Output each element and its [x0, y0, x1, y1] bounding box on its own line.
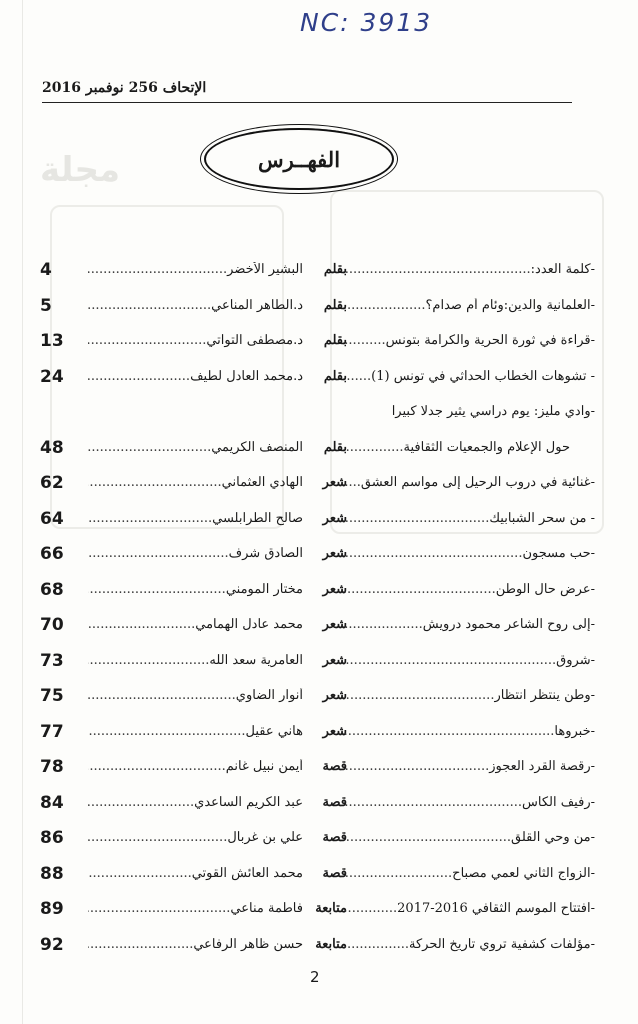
handwritten-code: NC: 3913: [300, 8, 433, 37]
entry-kind: بقلم: [323, 439, 347, 455]
entry-title: -شروق .....: [345, 653, 595, 668]
author: صالح الطرابلسي .....: [88, 511, 303, 526]
entry-title: - تشوهات الخطاب الحداثي في تونس (1) .....: [345, 369, 595, 384]
entry-title: -العلمانية والدين:وئام أم صدام؟ .....: [345, 298, 595, 313]
page-ref: 77: [40, 721, 64, 742]
toc-row: [40, 578, 595, 614]
page-ref: 64: [40, 508, 64, 529]
author: مختار المومني .....: [88, 582, 303, 597]
toc-row: [40, 542, 595, 578]
page-ref: 75: [40, 686, 64, 706]
author: د.الطاهر المناعي .....: [88, 298, 303, 313]
toc-row: [40, 720, 595, 756]
page-ref: 86: [40, 828, 64, 848]
page-number: 2: [310, 968, 320, 986]
entry-kind: شعر: [322, 688, 347, 703]
entry-title: -مؤلفات كشفية تروي تاريخ الحركة .....: [345, 937, 595, 952]
author: هاني عقيل .....: [88, 724, 303, 739]
entry-kind: شعر: [322, 581, 347, 597]
toc-row: [40, 258, 595, 294]
entry-kind: بقلم: [323, 333, 347, 348]
toc-row: [40, 791, 595, 827]
page-ref: 13: [40, 331, 64, 351]
toc-title: الفهــرس: [257, 146, 341, 172]
toc-row: [40, 933, 595, 969]
page-ref: 62: [40, 473, 64, 493]
entry-title: -خبروها .....: [345, 724, 595, 739]
toc-row: [40, 826, 595, 862]
toc-row: [40, 436, 595, 472]
page-ref: 5: [40, 295, 52, 316]
entry-title: -كلمة العدد: .....: [345, 262, 595, 277]
toc-row: [40, 897, 595, 933]
page-ref: 89: [40, 899, 64, 919]
toc-row: [40, 294, 595, 330]
entry-kind: شعر: [322, 475, 347, 490]
page-ref: 66: [40, 544, 64, 564]
author: عبد الكريم الساعدي .....: [88, 795, 303, 810]
entry-kind: متابعة: [315, 936, 347, 952]
entry-kind: متابعة: [315, 901, 347, 916]
toc-title-oval: [204, 128, 394, 190]
entry-title: -من وحي القلق .....: [345, 830, 595, 845]
entry-title: -حب مسجون .....: [345, 546, 595, 561]
page-ref: 68: [40, 579, 64, 600]
entry-title: -وادي مليز: يوم دراسي يثير جدلا كبيرا: [391, 404, 595, 419]
entry-kind: شعر: [322, 510, 347, 526]
toc-row: [40, 507, 595, 543]
author: فاطمة مناعي .....: [88, 901, 303, 916]
author: البشير الأخضر .....: [88, 262, 303, 277]
author: الصادق شرف .....: [88, 546, 303, 561]
entry-title: -رقصة القرد العجوز .....: [345, 759, 595, 774]
entry-kind: قصة: [322, 830, 347, 845]
toc-row: [40, 649, 595, 685]
entry-title: -غنائية في دروب الرحيل إلى مواسم العشق .....: [345, 475, 595, 490]
toc-row: [40, 755, 595, 791]
entry-kind: قصة: [322, 759, 347, 774]
author: المنصف الكريمي .....: [88, 440, 303, 455]
entry-kind: بقلم: [323, 297, 347, 313]
author: أيمن نبيل غانم .....: [88, 759, 303, 774]
entry-title: -إلى روح الشاعر محمود درويش .....: [345, 617, 595, 632]
author: حسن ظاهر الرفاعي .....: [88, 937, 303, 952]
entry-title: حول الإعلام والجمعيات الثقافية .....: [345, 440, 570, 455]
entry-title: -قراءة في ثورة الحرية والكرامة بتونس .....: [345, 333, 595, 348]
author: د.محمد العادل لطيف .....: [88, 369, 303, 384]
entry-kind: شعر: [322, 723, 347, 739]
page-ref: 70: [40, 615, 64, 635]
author: العامرية سعد الله .....: [88, 653, 303, 668]
author: محمد العائش القوتي .....: [88, 866, 303, 881]
toc-row: [40, 400, 595, 436]
author: الهادي العثماني .....: [88, 475, 303, 490]
toc-row: [40, 365, 595, 401]
toc-row: [40, 329, 595, 365]
running-head: الإتحاف 256 نوفمبر 2016: [42, 80, 207, 96]
page-ref: 84: [40, 792, 64, 813]
author: د.مصطفى التواتي .....: [88, 333, 303, 348]
entry-kind: قصة: [322, 794, 347, 810]
entry-kind: شعر: [322, 652, 347, 668]
entry-title: - من سحر الشبابيك .....: [345, 511, 595, 526]
toc-row: [40, 862, 595, 898]
page-edge: [22, 0, 23, 1024]
entry-title: -عرض حال الوطن .....: [345, 582, 595, 597]
entry-title: -وطن ينتظر انتظار .....: [345, 688, 595, 703]
page-ref: 24: [40, 366, 64, 387]
table-of-contents: [40, 258, 595, 968]
entry-kind: شعر: [322, 546, 347, 561]
page-ref: 88: [40, 863, 64, 884]
entry-kind: قصة: [322, 865, 347, 881]
entry-kind: شعر: [322, 617, 347, 632]
entry-title: -الزواج الثاني لعمي مصباح .....: [345, 866, 595, 881]
entry-title: -رفيف الكأس .....: [345, 795, 595, 810]
page-ref: 48: [40, 437, 64, 458]
author: علي بن غربال .....: [88, 830, 303, 845]
toc-row: [40, 684, 595, 720]
toc-row: [40, 471, 595, 507]
entry-kind: بقلم: [323, 368, 347, 384]
page-ref: 92: [40, 934, 64, 955]
author: محمد عادل الهمامي .....: [88, 617, 303, 632]
entry-kind: بقلم: [323, 262, 347, 277]
page-ref: 4: [40, 260, 52, 280]
author: أنوار الضاوي .....: [88, 688, 303, 703]
toc-row: [40, 613, 595, 649]
page-ref: 78: [40, 757, 64, 777]
show-through-text: ﻣﺠﻠﺔ: [40, 150, 121, 190]
entry-title: -افتتاح الموسم الثقافي 2016-2017 .....: [345, 901, 595, 916]
page-ref: 73: [40, 650, 64, 671]
